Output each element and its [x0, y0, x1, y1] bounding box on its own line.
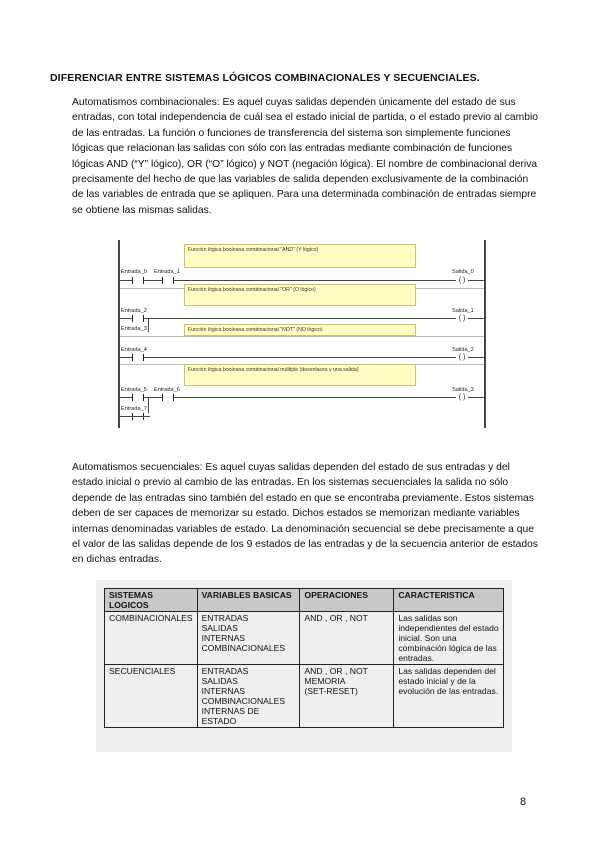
table-cell: SECUENCIALES: [105, 665, 198, 728]
coil-salida-0: ( ): [456, 277, 468, 284]
not-function-box: Función lógica booleana combinacional "NOT" (NO lógico): [184, 324, 416, 336]
coil-salida-1: ( ): [456, 315, 468, 322]
label-entrada-0: Entrada_0: [121, 269, 147, 275]
label-entrada-3: Entrada_3: [121, 326, 147, 332]
table-row: [105, 612, 504, 665]
table-cell: ENTRADAS SALIDAS INTERNAS COMBINACIONALES: [197, 612, 300, 665]
or-function-box: Función lógica booleana combinacional "OR" (O lógico): [184, 284, 416, 306]
contact-entrada-0: [132, 277, 144, 284]
coil-salida-3: ( ): [456, 394, 468, 401]
rung-not: [120, 357, 484, 358]
header-sistemas: SISTEMAS LOGICOS: [105, 589, 198, 612]
coil-salida-2: ( ): [456, 354, 468, 361]
rung-multi: [120, 397, 484, 398]
or-branch: [148, 318, 149, 332]
paragraph-sequential: Automatismos secuenciales: Es aquel cuyas salidas dependen del estado de sus entradas y del estado inicial o previo al cambio de las entradas. En los sistemas secuenciales la salida no sólo depende de las entradas sino también del estado en que se encontraba previamente. Estos sistemas deben de ser capaces de memorizar su estado. Dichos estados se memorizan mediante variables internas denominadas variables de estado. La denominación secuencial se debe precisamente a que el valor de las salidas depende de los 9 estados de las entradas y de la secuencia anterior de estados en dichas entradas.: [72, 462, 538, 566]
table-header-row: [105, 589, 504, 612]
rung-and: [120, 280, 484, 281]
contact-entrada-2: [132, 315, 144, 322]
ladder-diagram: [118, 240, 486, 428]
left-power-rail: [118, 240, 120, 428]
label-salida-2: Salida_2: [452, 347, 474, 353]
header-operaciones: OPERACIONES: [300, 589, 394, 612]
page-number: 8: [520, 796, 527, 808]
contact-entrada-5: [132, 394, 144, 401]
label-entrada-5: Entrada_5: [121, 387, 147, 393]
right-power-rail: [484, 240, 486, 428]
label-entrada-6: Entrada_6: [154, 387, 180, 393]
label-entrada-1: Entrada_1: [154, 269, 180, 275]
label-entrada-7: Entrada_7: [121, 406, 147, 412]
section-heading: DIFERENCIAR ENTRE SISTEMAS LÓGICOS COMBINACIONALES Y SECUENCIALES.: [50, 72, 480, 84]
table-cell: ENTRADAS SALIDAS INTERNAS COMBINACIONALES INTERNAS DE ESTADO: [197, 665, 300, 728]
table-cell: COMBINACIONALES: [105, 612, 198, 665]
rung-branch: [120, 416, 150, 417]
comparison-table: [104, 588, 504, 728]
table-cell: AND , OR , NOT: [300, 612, 394, 665]
contact-entrada-1: [162, 277, 174, 284]
multi-branch: [148, 397, 149, 413]
table-cell: Las salidas dependen del estado inicial y de la evolución de las entradas.: [394, 665, 504, 728]
label-salida-3: Salida_3: [452, 387, 474, 393]
paragraph-combinational: Automatismos combinacionales: Es aquel cuyas salidas dependen únicamente del estado de sus entradas, con total independencia de cuál sea el estado inicial de partida, o el estado previo al cambio de las entradas. La función o funciones de transferencia del sistema son simplemente funciones lógicas que relacionan las salidas con sólo con las entradas mediante combinación de funciones lógicas AND (“Y” lógico), OR (“O” lógico) y NOT (negación lógica). El nombre de combinacional deriva precisamente del hecho de que las variables de salida dependen exclusivamente de la combinación de las variables de entrada que se apliquen. Para una determinada combinación de entradas siempre se obtiene las mismas salidas.: [72, 97, 538, 216]
separator: [120, 336, 484, 337]
contact-entrada-6: [162, 394, 174, 401]
header-variables: VARIABLES BASICAS: [197, 589, 300, 612]
table-cell: Las salidas son independientes del estado inicial. Son una combinación lógica de las entradas.: [394, 612, 504, 665]
table-cell: AND , OR , NOT MEMORIA (SET-RESET): [300, 665, 394, 728]
label-salida-1: Salida_1: [452, 308, 474, 314]
contact-entrada-4: [132, 354, 144, 361]
multi-function-box: Función lógica booleana combinacional múltiple (desenlaces y una salida): [184, 364, 416, 386]
rung-or: [120, 318, 484, 319]
label-entrada-2: Entrada_2: [121, 308, 147, 314]
label-entrada-4: Entrada_4: [121, 347, 147, 353]
and-function-box: Función lógica booleana combinacional "AND" (Y lógico): [184, 244, 416, 268]
label-salida-0: Salida_0: [452, 269, 474, 275]
header-caracteristica: CARACTERISTICA: [394, 589, 504, 612]
table-row: [105, 665, 504, 728]
